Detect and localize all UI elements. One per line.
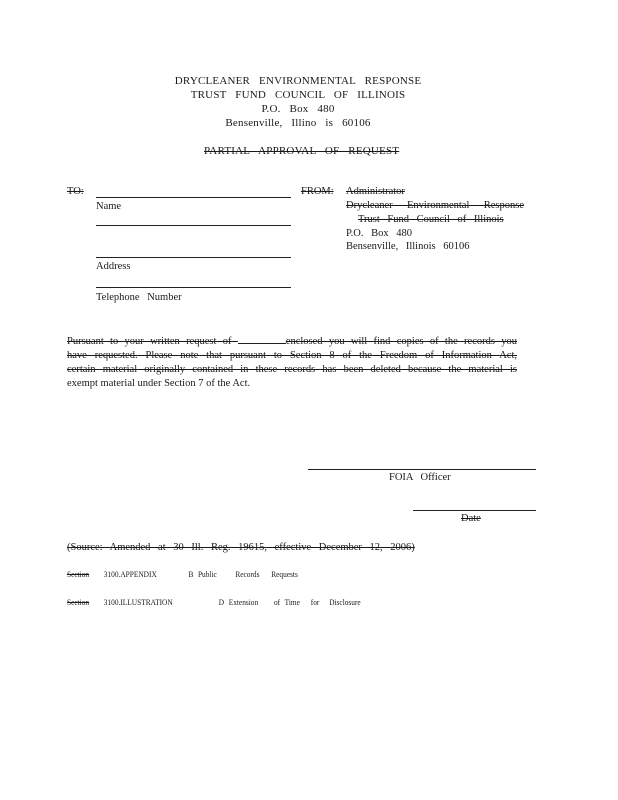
to-label: TO: (67, 186, 84, 197)
name-line-2[interactable] (96, 225, 291, 226)
from-council: Trust Fund Council of Illinois (358, 214, 504, 225)
foia-officer-label: FOIA Officer (389, 472, 451, 483)
telephone-label: Telephone Number (96, 292, 182, 303)
body-line-3: certain material originally contained in these records has been deleted because the material is (67, 364, 517, 375)
date-line[interactable] (413, 510, 536, 511)
from-po-box: P.O. Box 480 (346, 228, 413, 239)
from-label: FROM: (301, 186, 334, 197)
date-label: Date (461, 513, 481, 524)
from-agency: Drycleaner Environmental Response (346, 200, 524, 211)
telephone-line[interactable] (96, 287, 291, 288)
from-administrator: Administrator (346, 186, 405, 197)
body-paragraph (67, 334, 517, 391)
name-label: Name (96, 201, 122, 212)
section-link-appendix-b[interactable]: Section 3100.APPENDIX B Public Records Requests (67, 570, 298, 579)
body-line-2: have requested. Please note that pursuant to Section 8 of the Freedom of Information Act, (67, 350, 517, 361)
name-line[interactable] (96, 197, 291, 198)
from-city: Bensenville, Illinois 60106 (346, 241, 470, 252)
header-po-box: P.O. Box 480 (261, 103, 335, 115)
source-note: (Source: Amended at 30 Ill. Reg. 19615, effective December 12, 2006) (67, 542, 415, 553)
body-line-4: exempt material under Section 7 of the Act. (67, 378, 251, 389)
header-agency-name: DRYCLEANER ENVIRONMENTAL RESPONSE (174, 75, 422, 87)
officer-signature-line[interactable] (308, 469, 536, 470)
form-title: PARTIAL APPROVAL OF REQUEST (204, 145, 400, 157)
address-line[interactable] (96, 257, 291, 258)
request-date-blank[interactable] (238, 334, 286, 344)
header-council-name: TRUST FUND COUNCIL OF ILLINOIS (190, 89, 406, 101)
body-line-1: Pursuant to your written request of enclosed you will find copies of the records you (67, 336, 517, 347)
header-city: Bensenville, Illino is 60106 (225, 117, 371, 129)
section-link-illustration-d[interactable]: Section 3100.ILLUSTRATION D Extension of Time for Disclosure (67, 598, 361, 607)
address-label: Address (96, 261, 131, 272)
